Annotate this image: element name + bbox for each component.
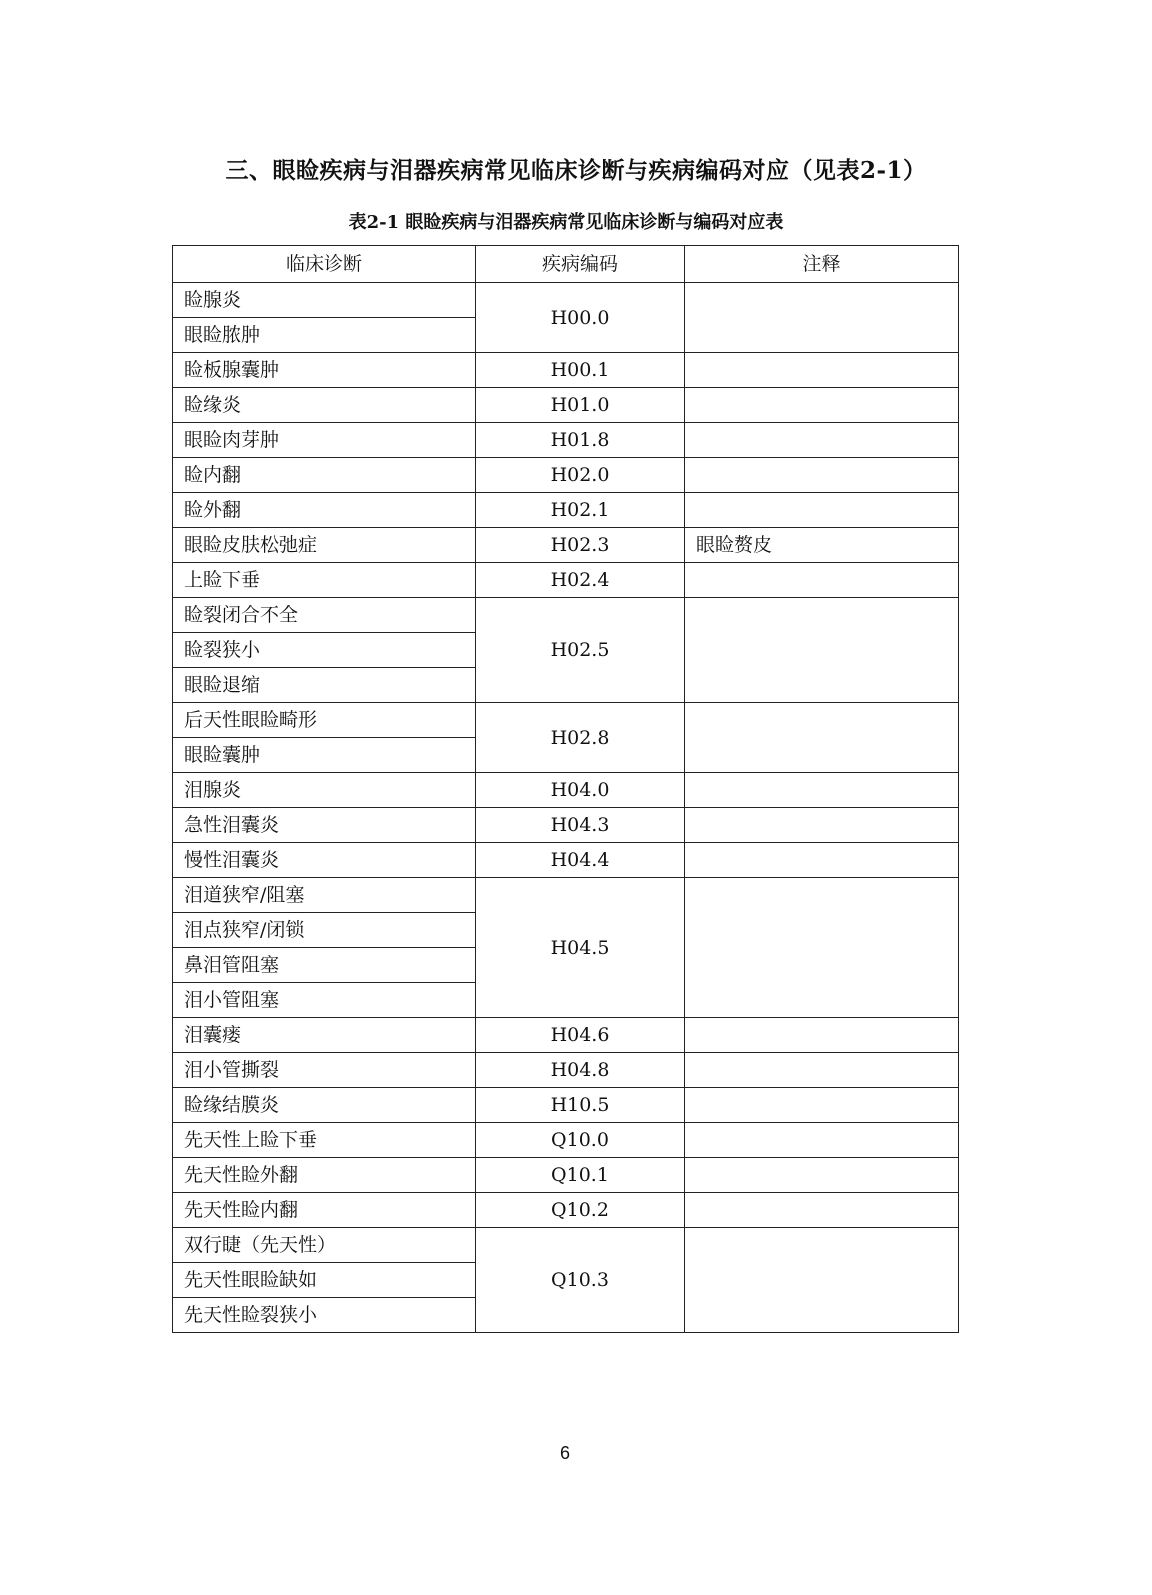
table-row	[173, 1228, 959, 1263]
note-cell	[685, 878, 959, 1018]
note-cell	[685, 703, 959, 773]
code-cell: H02.0	[476, 458, 685, 493]
diagnosis-cell: 先天性上睑下垂	[173, 1123, 476, 1158]
table-body	[173, 283, 959, 1333]
note-cell	[685, 283, 959, 353]
note-cell	[685, 1088, 959, 1123]
diagnosis-cell: 先天性睑裂狭小	[173, 1298, 476, 1333]
column-header-diagnosis: 临床诊断	[173, 246, 476, 283]
note-cell	[685, 493, 959, 528]
code-cell: H00.1	[476, 353, 685, 388]
table-row	[173, 1018, 959, 1053]
table-row	[173, 1158, 959, 1193]
code-cell: H04.3	[476, 808, 685, 843]
diagnosis-cell: 双行睫（先天性）	[173, 1228, 476, 1263]
table-row	[173, 493, 959, 528]
code-cell: Q10.0	[476, 1123, 685, 1158]
diagnosis-cell: 眼睑脓肿	[173, 318, 476, 353]
diagnosis-cell: 睑缘结膜炎	[173, 1088, 476, 1123]
note-cell	[685, 1018, 959, 1053]
table-row	[173, 388, 959, 423]
table-header-row	[173, 246, 959, 283]
table-row	[173, 703, 959, 738]
diagnosis-cell: 眼睑退缩	[173, 668, 476, 703]
note-cell	[685, 388, 959, 423]
table-row	[173, 1088, 959, 1123]
diagnosis-cell: 睑内翻	[173, 458, 476, 493]
diagnosis-cell: 眼睑皮肤松弛症	[173, 528, 476, 563]
code-cell: H00.0	[476, 283, 685, 353]
code-cell: H01.0	[476, 388, 685, 423]
diagnosis-cell: 睑板腺囊肿	[173, 353, 476, 388]
table-row	[173, 878, 959, 913]
column-header-note: 注释	[685, 246, 959, 283]
code-cell: H04.0	[476, 773, 685, 808]
code-cell: Q10.3	[476, 1228, 685, 1333]
note-cell	[685, 598, 959, 703]
table-row	[173, 283, 959, 318]
diagnosis-cell: 后天性眼睑畸形	[173, 703, 476, 738]
code-cell: H02.3	[476, 528, 685, 563]
table-row	[173, 773, 959, 808]
diagnosis-cell: 眼睑囊肿	[173, 738, 476, 773]
code-cell: H02.5	[476, 598, 685, 703]
code-cell: H04.4	[476, 843, 685, 878]
note-cell	[685, 353, 959, 388]
note-cell	[685, 843, 959, 878]
diagnosis-cell: 鼻泪管阻塞	[173, 948, 476, 983]
note-cell	[685, 808, 959, 843]
table-row	[173, 1193, 959, 1228]
note-cell: 眼睑赘皮	[685, 528, 959, 563]
diagnosis-cell: 先天性睑外翻	[173, 1158, 476, 1193]
diagnosis-cell: 慢性泪囊炎	[173, 843, 476, 878]
code-cell: H10.5	[476, 1088, 685, 1123]
code-cell: Q10.1	[476, 1158, 685, 1193]
table-caption: 表2-1 眼睑疾病与泪器疾病常见临床诊断与编码对应表	[348, 212, 784, 233]
diagnosis-cell: 泪道狭窄/阻塞	[173, 878, 476, 913]
table-row	[173, 563, 959, 598]
table-row	[173, 598, 959, 633]
diagnosis-cell: 眼睑肉芽肿	[173, 423, 476, 458]
table-row	[173, 423, 959, 458]
code-cell: H01.8	[476, 423, 685, 458]
code-cell: H04.5	[476, 878, 685, 1018]
table-row	[173, 458, 959, 493]
table-row	[173, 1053, 959, 1088]
code-cell: H02.1	[476, 493, 685, 528]
note-cell	[685, 1123, 959, 1158]
diagnosis-cell: 急性泪囊炎	[173, 808, 476, 843]
diagnosis-cell: 睑缘炎	[173, 388, 476, 423]
diagnosis-cell: 睑腺炎	[173, 283, 476, 318]
note-cell	[685, 423, 959, 458]
diagnosis-cell: 泪小管阻塞	[173, 983, 476, 1018]
diagnosis-cell: 睑裂狭小	[173, 633, 476, 668]
diagnosis-code-table	[172, 245, 959, 1333]
table-row	[173, 1123, 959, 1158]
table-row	[173, 808, 959, 843]
column-header-code: 疾病编码	[476, 246, 685, 283]
note-cell	[685, 1228, 959, 1333]
diagnosis-cell: 先天性眼睑缺如	[173, 1263, 476, 1298]
diagnosis-cell: 泪囊瘘	[173, 1018, 476, 1053]
table-row	[173, 528, 959, 563]
note-cell	[685, 1193, 959, 1228]
table-row	[173, 353, 959, 388]
note-cell	[685, 1158, 959, 1193]
table-row	[173, 843, 959, 878]
note-cell	[685, 773, 959, 808]
page-number: 6	[559, 1443, 570, 1463]
note-cell	[685, 1053, 959, 1088]
diagnosis-cell: 先天性睑内翻	[173, 1193, 476, 1228]
diagnosis-cell: 睑外翻	[173, 493, 476, 528]
code-cell: H04.6	[476, 1018, 685, 1053]
diagnosis-cell: 泪腺炎	[173, 773, 476, 808]
code-cell: H02.8	[476, 703, 685, 773]
note-cell	[685, 563, 959, 598]
diagnosis-cell: 泪点狭窄/闭锁	[173, 913, 476, 948]
diagnosis-cell: 睑裂闭合不全	[173, 598, 476, 633]
code-cell: H04.8	[476, 1053, 685, 1088]
code-cell: H02.4	[476, 563, 685, 598]
section-heading: 三、眼睑疾病与泪器疾病常见临床诊断与疾病编码对应（见表2-1）	[225, 157, 927, 184]
code-cell: Q10.2	[476, 1193, 685, 1228]
note-cell	[685, 458, 959, 493]
diagnosis-cell: 上睑下垂	[173, 563, 476, 598]
diagnosis-cell: 泪小管撕裂	[173, 1053, 476, 1088]
